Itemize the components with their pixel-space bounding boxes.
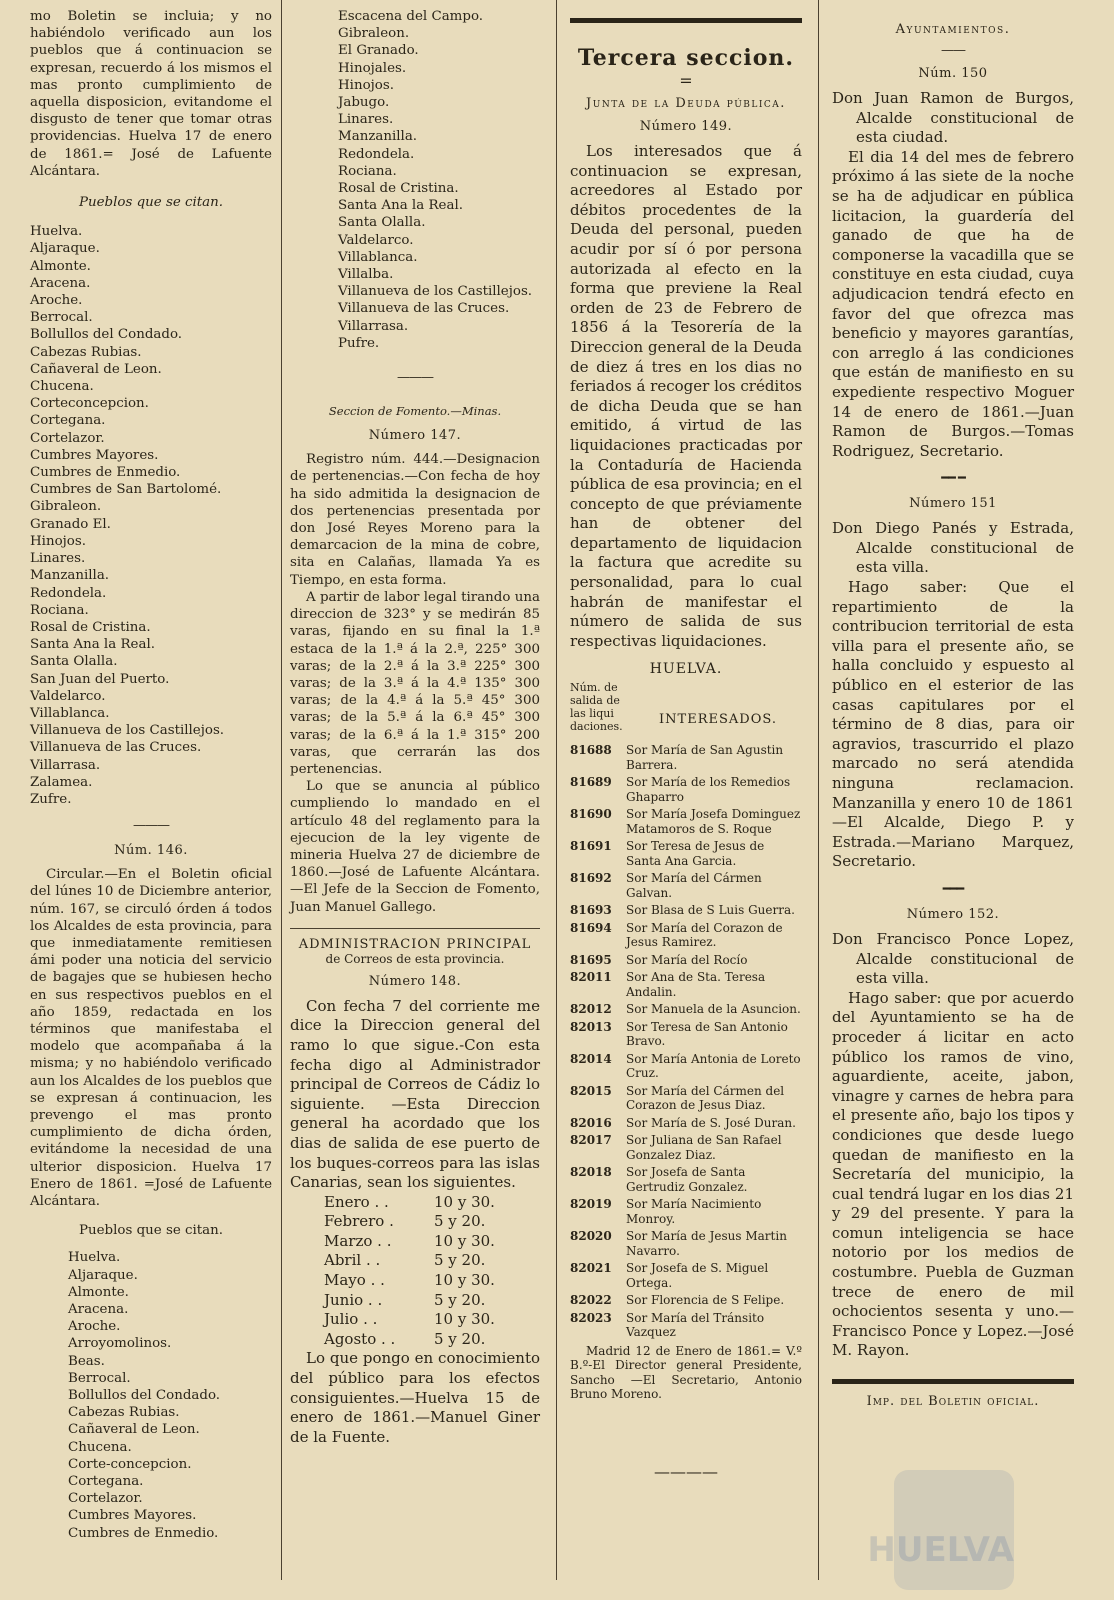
list-item: Hinojales. <box>338 60 407 76</box>
list-item: Almonte. <box>68 1284 129 1300</box>
interesados-list <box>570 743 802 1340</box>
admin-sub: de Correos de esta provincia. <box>325 951 505 966</box>
interesado-name: Sor María del Tránsito Vazquez <box>626 1310 765 1340</box>
watermark-text: HUELVA <box>867 1530 1014 1570</box>
column-2 <box>290 8 540 1447</box>
list-item: Aljaraque. <box>68 1267 138 1283</box>
list-item: Cabezas Rubias. <box>68 1405 180 1421</box>
month-name: Mayo . . <box>324 1271 385 1290</box>
liquidacion-number: 82012 <box>570 1002 612 1017</box>
interesado-row <box>570 871 802 900</box>
num-151: Número 151 <box>909 496 997 512</box>
list-item: Santa Olalla. <box>338 215 426 231</box>
list-item: Berrocal. <box>68 1370 131 1386</box>
pueblos-list <box>30 223 272 808</box>
don-francisco-heading: Don Francisco Ponce Lopez, Alcalde constitucional de esta villa. <box>832 929 1074 988</box>
interesado-name: Sor María del Rocío <box>626 952 748 967</box>
bottom-rule <box>832 1379 1074 1384</box>
interesado-row <box>570 1002 802 1017</box>
liquidacion-number: 82018 <box>570 1165 612 1180</box>
list-item: Hinojos. <box>338 77 394 93</box>
liquidacion-number: 82023 <box>570 1310 612 1325</box>
interesado-name: Sor Teresa de San Antonio Bravo. <box>626 1019 788 1049</box>
list-item: Arroyomolinos. <box>68 1336 172 1352</box>
month-row <box>324 1271 540 1291</box>
month-row <box>324 1291 540 1311</box>
interesado-row <box>570 953 802 968</box>
interesado-name: Sor Josefa de Santa Gertrudiz Gonzalez. <box>626 1165 748 1194</box>
huelva-heading: HUELVA. <box>649 661 723 678</box>
liquidacion-number: 82020 <box>570 1229 612 1244</box>
liquidacion-number: 81694 <box>570 920 612 935</box>
month-days: 10 y 30. <box>434 1231 495 1250</box>
list-item: Villarrasa. <box>30 757 101 773</box>
list-item: Berrocal. <box>30 310 93 326</box>
list-item: Villablanca. <box>338 249 418 265</box>
interesado-name: Sor María de San Agustin Barrera. <box>626 743 784 772</box>
column-4 <box>832 8 1074 1409</box>
liquidacion-number: 82011 <box>570 970 612 985</box>
month-row <box>324 1232 540 1252</box>
list-item: Corteconcepcion. <box>30 396 149 412</box>
pongo-paragraph: Lo que pongo en conocimiento del público para los efectos consiguientes.—Huelva 15 de enero de 1861.—Manuel Giner de la Fuente. <box>290 1349 540 1446</box>
month-name: Julio . . <box>324 1310 378 1329</box>
interesado-row <box>570 1084 802 1113</box>
dia14-paragraph: El dia 14 del mes de febrero próximo á las siete de la noche se ha de adjudicar en pública licitacion, la guardería del ganado de que ha de componerse la vacadilla que se constituye en esta ciudad, cuya adjudicacion tendrá efecto en favor del que ofrezca mas beneficio y mayores garantías, con arreglo á las condiciones que están de manifiesto en su expediente respectivo Moguer 14 de enero de 1861.—Juan Ramon de Burgos.—Tomas Rodriguez, Secretario. <box>832 147 1074 460</box>
list-item: Cortelazor. <box>68 1491 143 1507</box>
hago151-paragraph: Hago saber: Que el repartimiento de la contribucion territorial de esta villa para el presente año, se halla concluido y espuesto al público en el esterior de las casas capitulares por el término de 8 dias, para oir agravios, trascurrido el plazo marcado no será atendida ninguna reclamacion. Manzanilla y enero 10 de 1861 —El Alcalde, Diego P. y Estrada.—Mariano Marquez, Secretario. <box>832 578 1074 871</box>
interesado-name: Sor Juliana de San Rafael Gonzalez Diaz. <box>626 1133 782 1162</box>
interesado-name: Sor Blasa de S Luis Guerra. <box>626 903 795 918</box>
top-rule <box>570 18 802 23</box>
liquidacion-number: 82015 <box>570 1083 612 1098</box>
month-name: Enero . . <box>324 1192 389 1211</box>
divider: ━━━ <box>942 881 964 897</box>
list-item: Bollullos del Condado. <box>68 1388 221 1404</box>
liquidacion-number: 81693 <box>570 903 612 918</box>
pueblos2-list <box>30 1249 272 1541</box>
madrid-paragraph: Madrid 12 de Enero de 1861.= V.º B.º-El Director general Presidente, Sancho —El Secretario, Antonio Bruno Moreno. <box>570 1343 802 1402</box>
liquidacion-number: 82014 <box>570 1051 612 1066</box>
interesado-name: Sor María Antonia de Loreto Cruz. <box>626 1051 801 1081</box>
column-rule <box>281 0 282 1580</box>
liquidacion-number: 81691 <box>570 839 612 854</box>
don-juan-heading: Don Juan Ramon de Burgos, Alcalde constitucional de esta ciudad. <box>832 89 1074 147</box>
imprint: Imp. del Boletin oficial. <box>866 1394 1040 1410</box>
junta-heading: Junta de la Deuda pública. <box>586 96 786 111</box>
correos-paragraph: Con fecha 7 del corriente me dice la Direccion general del ramo lo que sigue.-Con esta fecha digo al Administrador principal de Correos de Cádiz lo siguiente. —Esta Direccion general ha acordado que los dias de salida de ese puerto de los buques-correos para las islas Canarias, sean los siguientes. <box>290 996 540 1192</box>
intro-paragraph: mo Boletin se incluia; y no habiéndolo verificado aun los pueblos que á continuacion se expresan, recuerdo á los mismos el mas pronto cumplimiento de aquella disposicion, evitandome el disgusto de tener que tomar otras providencias. Huelva 17 de enero de 1861.= José de Lafuente Alcántara. <box>30 9 272 179</box>
list-item: Aracena. <box>68 1302 129 1318</box>
num-150: Núm. 150 <box>918 66 988 81</box>
interesado-name: Sor María de S. José Duran. <box>626 1115 796 1130</box>
list-item: Cumbres de Enmedio. <box>30 465 181 481</box>
pueblos2-heading: Pueblos que se citan. <box>78 1223 224 1239</box>
list-item: Valdelarco. <box>30 688 106 704</box>
liquidacion-number: 82016 <box>570 1115 612 1130</box>
list-item: Granado El. <box>30 516 111 532</box>
list-item: Chucena. <box>30 379 94 395</box>
month-name: Agosto . . <box>324 1329 396 1348</box>
divider: —— <box>941 43 965 58</box>
interesado-row <box>570 775 802 804</box>
list-item: Cañaveral de Leon. <box>68 1422 200 1438</box>
num-147: Número 147. <box>368 428 462 444</box>
divider: ━━ ━ <box>941 471 965 487</box>
list-item: Rociana. <box>30 602 89 618</box>
interesado-row <box>570 1165 802 1194</box>
list-item: Santa Ana la Real. <box>338 198 463 214</box>
seccion-heading: Seccion de Fomento.—Minas. <box>328 404 502 419</box>
list-item: Aroche. <box>30 293 83 309</box>
liquidacion-number: 82017 <box>570 1133 612 1148</box>
interesado-name: Sor Josefa de S. Miguel Ortega. <box>626 1261 769 1290</box>
month-name: Junio . . <box>324 1290 383 1309</box>
interesado-name: Sor María de los Remedios Ghaparro <box>626 775 791 804</box>
interesado-row <box>570 1133 802 1162</box>
interesado-row <box>570 970 802 999</box>
interesado-row <box>570 1052 802 1081</box>
column-1 <box>30 8 272 1542</box>
interesado-row <box>570 1293 802 1308</box>
interesado-name: Sor María Nacimiento Monroy. <box>626 1197 762 1226</box>
admin-heading: ADMINISTRACION PRINCIPAL <box>298 936 532 952</box>
interesado-name: Sor Manuela de la Asuncion. <box>626 1002 801 1017</box>
list-item: Santa Ana la Real. <box>30 637 155 653</box>
list-item: Rociana. <box>338 163 397 179</box>
month-row <box>324 1193 540 1213</box>
interesado-row <box>570 1311 802 1340</box>
liquidacion-number: 82022 <box>570 1293 612 1308</box>
list-item: Gibraleon. <box>338 26 410 42</box>
liquidacion-number: 81688 <box>570 743 612 758</box>
don-diego-heading: Don Diego Panés y Estrada, Alcalde constitucional de esta villa. <box>832 519 1074 577</box>
column-rule <box>556 0 557 1580</box>
liquidacion-number: 82013 <box>570 1019 612 1034</box>
interesado-name: Sor Teresa de Jesus de Santa Ana Garcia. <box>626 839 765 868</box>
end-rule: ———— <box>654 1461 718 1481</box>
list-item: Villanueva de los Castillejos. <box>30 723 225 739</box>
list-item: Cumbres de Enmedio. <box>68 1525 219 1541</box>
list-item: Villanueva de las Cruces. <box>30 740 202 756</box>
num-149: Número 149. <box>639 119 733 134</box>
list-item: Aljaraque. <box>30 241 100 257</box>
list-item: Villarrasa. <box>338 318 409 334</box>
month-days: 10 y 30. <box>434 1310 495 1329</box>
list-item: Cañaveral de Leon. <box>30 361 162 377</box>
month-name: Febrero . <box>324 1212 394 1231</box>
list-item: Pufre. <box>338 335 380 351</box>
month-name: Marzo . . <box>324 1231 392 1250</box>
liquidacion-number: 82019 <box>570 1197 612 1212</box>
interesado-row <box>570 903 802 918</box>
interesado-row <box>570 1116 802 1131</box>
month-days: 5 y 20. <box>434 1212 486 1231</box>
divider: ——— <box>397 370 433 386</box>
list-item: Manzanilla. <box>30 568 110 584</box>
list-item: Zalamea. <box>30 774 93 790</box>
list-item: Cortegana. <box>68 1474 144 1490</box>
list-item: Redondela. <box>338 146 415 162</box>
list-item: Cumbres Mayores. <box>68 1508 197 1524</box>
list-item: Beas. <box>68 1353 105 1369</box>
list-item: Valdelarco. <box>338 232 414 248</box>
hago152-paragraph: Hago saber: que por acuerdo del Ayuntamiento se ha de proceder á licitar en acto público los ramos de vino, aguardiente, aceite, jabon, vinagre y carnes de hebra para el presente año, bajo los tipos y condiciones que desde luego quedan de manifiesto en la Secretaría del municipio, la cual tendrá lugar en los dias 21 y 29 del presente. Y para la comun inteligencia se hace notorio por los medios de costumbre. Puebla de Guzman trece de enero de mil ochocientos sesenta y uno.—Francisco Ponce y Lopez.—José M. Rayon. <box>832 988 1074 1360</box>
interesado-row <box>570 1197 802 1226</box>
month-days: 10 y 30. <box>434 1271 495 1290</box>
list-item: Cumbres de San Bartolomé. <box>30 482 222 498</box>
list-item: Redondela. <box>30 585 107 601</box>
months-table <box>324 1193 540 1350</box>
list-item: Huelva. <box>68 1250 121 1266</box>
list-item: Aracena. <box>30 275 91 291</box>
interesado-name: Sor María del Corazon de Jesus Ramirez. <box>626 920 783 950</box>
liquidacion-number: 81690 <box>570 807 612 822</box>
month-row <box>324 1310 540 1330</box>
list-item: Rosal de Cristina. <box>338 181 459 197</box>
list-item: Cortelazor. <box>30 430 105 446</box>
interesado-name: Sor María del Cármen del Corazon de Jesus Diaz. <box>626 1083 785 1113</box>
list-item: Chucena. <box>68 1439 132 1455</box>
num-148: Número 148. <box>368 973 462 989</box>
list-item: San Juan del Puerto. <box>30 671 170 687</box>
list-item: El Granado. <box>338 43 419 59</box>
list-item: Aroche. <box>68 1319 121 1335</box>
list-item: Huelva. <box>30 224 83 240</box>
interesado-name: Sor Florencia de S Felipe. <box>626 1293 785 1308</box>
month-days: 5 y 20. <box>434 1329 486 1348</box>
interesado-name: Sor María del Cármen Galvan. <box>626 871 762 900</box>
interesado-row <box>570 1261 802 1290</box>
list-item: Villalba. <box>338 267 394 283</box>
list-item: Cumbres Mayores. <box>30 447 159 463</box>
list-item: Gibraleon. <box>30 499 102 515</box>
interesado-row <box>570 921 802 950</box>
liquidacion-number: 81695 <box>570 952 612 967</box>
deuda-paragraph: Los interesados que á continuacion se expresan, acreedores al Estado por débitos procedentes de la Deuda del personal, pueden acudir por sí ó por persona autorizada al efecto en la forma que previene la Real orden de 23 de Febrero de 1856 á la Tesorería de la Direccion general de la Deuda de diez á tres en los dias no feriados á recoger los créditos de dicha Deuda que se han emitido, á virtud de las liquidaciones practicadas por la Contaduría de Hacienda pública de esa provincia; en el concepto de que préviamente han de obtener del departamento de liquidacion la factura que acredite su personalidad, para lo cual habrán de manifestar el número de salida de sus respectivas liquidaciones. <box>570 142 802 650</box>
list-item: Villablanca. <box>30 705 110 721</box>
interesado-row <box>570 743 802 772</box>
pueblos-heading: Pueblos que se citan. <box>78 195 224 211</box>
list-item: Linares. <box>30 551 86 567</box>
interesado-name: Sor María Josefa Dominguez Matamoros de S. Roque <box>626 807 801 836</box>
eq-mark: = <box>679 71 693 90</box>
month-row <box>324 1251 540 1271</box>
ayuntamientos-heading: Ayuntamientos. <box>895 22 1011 37</box>
list-item: Villanueva de los Castillejos. <box>338 284 533 300</box>
tercera-seccion-heading: Tercera seccion. <box>577 45 795 71</box>
registro-paragraph: Registro núm. 444.—Designacion de pertenencias.—Con fecha de hoy ha sido admitida la designacion de dos pertenencias presentada por don José Reyes Moreno para la demarcacion de la mina de cobre, sita en Calañas, llamada Ya es Tiempo, en esta forma. <box>290 452 540 588</box>
list-item: Manzanilla. <box>338 129 418 145</box>
list-item: Cabezas Rubias. <box>30 344 142 360</box>
month-row <box>324 1330 540 1350</box>
liquidacion-number: 81689 <box>570 775 612 790</box>
interesado-row <box>570 839 802 868</box>
list-item: Santa Olalla. <box>30 654 118 670</box>
column-3 <box>570 8 802 1481</box>
partir-paragraph: A partir de labor legal tirando una direccion de 323° y se medirán 85 varas, fijando en su final la 1.ª estaca de la 1.ª á la 2.ª, 225° 300 varas; de la 2.ª á la 3.ª 225° 300 varas; de la 3.ª á la 4.ª 135° 300 varas; de la 4.ª á la 5.ª 45° 300 varas; de la 5.ª á la 6.ª 45° 300 varas; de la 6.ª á la 1.ª 315° 200 varas, que cerrarán las dos pertenencias. <box>290 589 540 777</box>
anuncia-paragraph: Lo que se anuncia al público cumpliendo lo mandado en el artículo 48 del reglamento para la ejecucion de la ley vigente de mineria Huelva 27 de diciembre de 1860.—José de Lafuente Alcántara.—El Jefe de la Seccion de Fomento, Juan Manuel Gallego. <box>290 779 540 915</box>
interesado-row <box>570 807 802 836</box>
liquidacion-number: 82021 <box>570 1261 612 1276</box>
circular-paragraph: Circular.—En el Boletin oficial del lúnes 10 de Diciembre anterior, núm. 167, se circuló órden á todos los Alcaldes de esta provincia, para que inmediatamente remitiesen ámi poder una noticia del servicio de bagajes que se hubiesen hecho en sus respectivos pueblos en el año 1859, redactada en los términos que manifestaba el modelo que acompañaba á la misma; y no habiéndolo verificado aun los Alcaldes de los pueblos que se expresan á continuacion, les prevengo el mas pronto cumplimiento de dicha órden, evitándome la necesidad de una ulterior disposicion. Huelva 17 Enero de 1861. =José de Lafuente Alcántara. <box>30 867 272 1209</box>
liquidacion-number: 81692 <box>570 871 612 886</box>
interesado-row <box>570 1229 802 1258</box>
list-item: Cortegana. <box>30 413 106 429</box>
list-item: Zufre. <box>30 791 72 807</box>
list-item: Corte-concepcion. <box>68 1456 192 1472</box>
list-item: Rosal de Cristina. <box>30 619 151 635</box>
divider: ——— <box>133 818 169 834</box>
num-152: Número 152. <box>906 906 1000 922</box>
interesado-name: Sor Ana de Sta. Teresa Andalin. <box>626 970 766 999</box>
month-row <box>324 1212 540 1232</box>
month-name: Abril . . <box>324 1251 381 1270</box>
interesado-row <box>570 1020 802 1049</box>
list-item: Villanueva de las Cruces. <box>338 301 510 317</box>
column-rule <box>818 0 819 1580</box>
interesados-header <box>570 681 802 733</box>
month-days: 5 y 20. <box>434 1290 486 1309</box>
list-item: Hinojos. <box>30 533 86 549</box>
list-item: Escacena del Campo. <box>338 9 484 24</box>
month-days: 5 y 20. <box>434 1251 486 1270</box>
col-head-names: INTERESADOS. <box>659 712 777 728</box>
list-item: Almonte. <box>30 258 91 274</box>
interesado-name: Sor María de Jesus Martin Navarro. <box>626 1229 787 1258</box>
num-146: Núm. 146. <box>114 843 188 859</box>
list-item: Linares. <box>338 112 394 128</box>
pueblos-cont-list <box>290 8 540 352</box>
col-head-num: Núm. de salida de las liqui daciones. <box>570 681 623 734</box>
month-days: 10 y 30. <box>434 1192 495 1211</box>
list-item: Bollullos del Condado. <box>30 327 183 343</box>
list-item: Jabugo. <box>338 95 390 111</box>
